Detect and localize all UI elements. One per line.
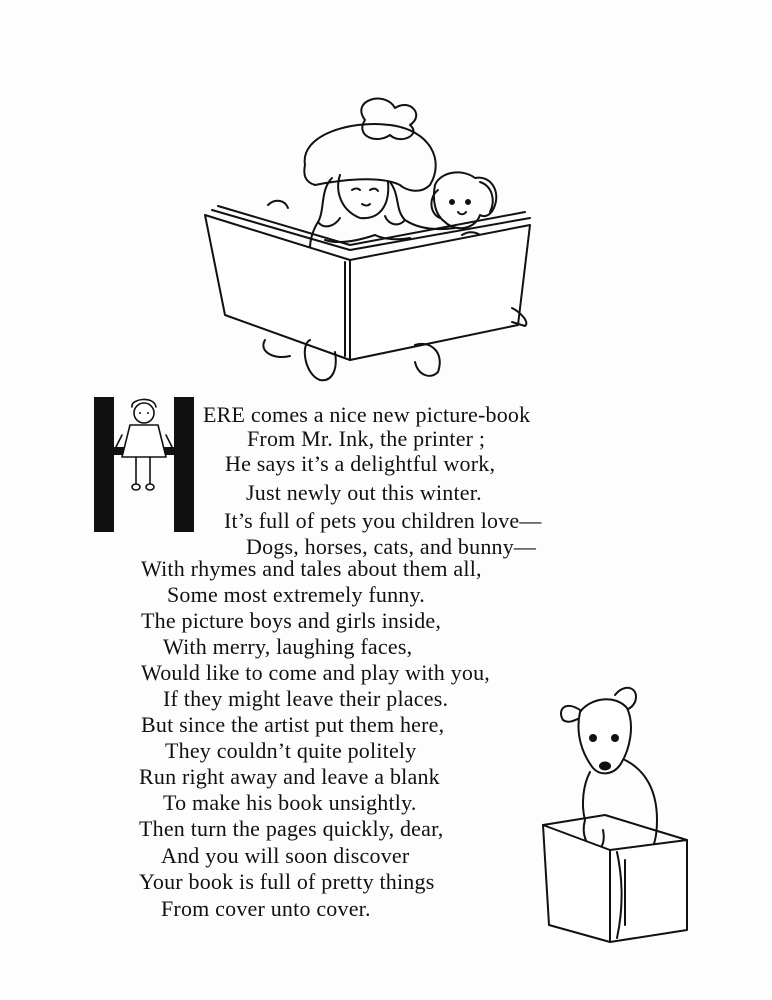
poem-line: Just newly out this winter.: [246, 480, 482, 505]
poem-line: Your book is full of pretty things: [139, 869, 435, 894]
poem-line: And you will soon discover: [161, 843, 410, 868]
poem-line: The picture boys and girls inside,: [141, 608, 442, 633]
poem-line: With merry, laughing faces,: [163, 634, 413, 659]
poem-line: Some most extremely funny.: [167, 582, 425, 607]
poem-line: He says it’s a delightful work,: [225, 451, 496, 476]
poem-line: From Mr. Ink, the printer ;: [247, 426, 486, 451]
poem-line: ERE comes a nice new picture-book: [203, 402, 531, 427]
poem-line: But since the artist put them here,: [141, 712, 445, 737]
poem-line: They couldn’t quite politely: [165, 738, 417, 763]
poem-line: It’s full of pets you children love—: [224, 508, 542, 533]
poem-line: If they might leave their places.: [163, 686, 449, 711]
poem-line: Would like to come and play with you,: [141, 660, 491, 685]
poem-line: From cover unto cover.: [161, 896, 371, 921]
poem-line: Then turn the pages quickly, dear,: [139, 816, 444, 841]
poem-line: Dogs, horses, cats, and bunny—: [246, 534, 537, 559]
poem-line: To make his book unsightly.: [163, 790, 417, 815]
poem-line: Run right away and leave a blank: [139, 764, 440, 789]
poem-line: With rhymes and tales about them all,: [141, 556, 482, 581]
